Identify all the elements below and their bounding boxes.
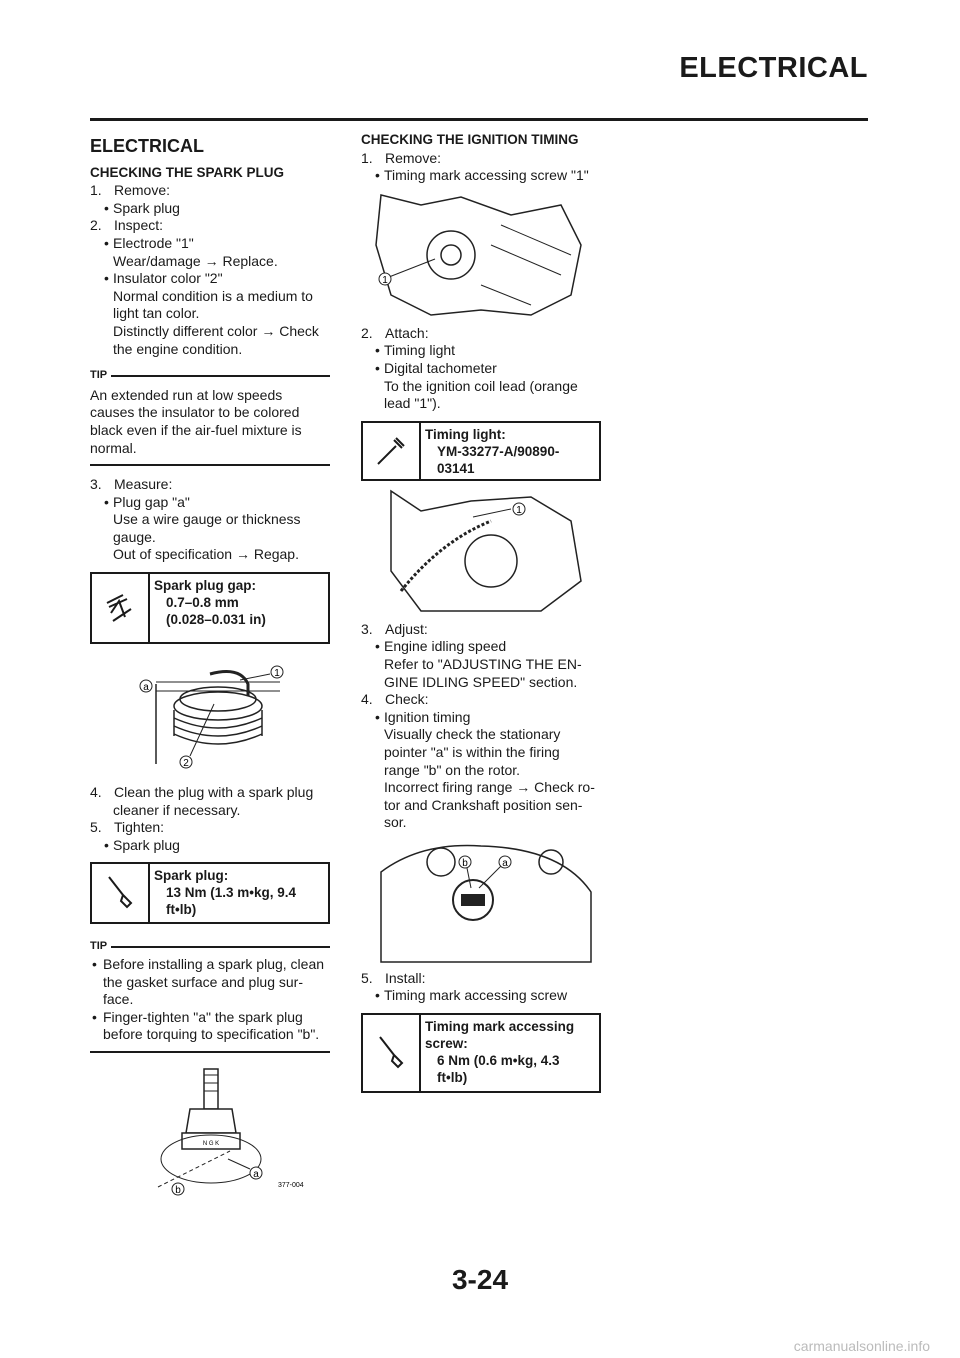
- timing-note: Visually check the stationary: [384, 726, 561, 743]
- tip-text: causes the insulator to be colored: [90, 404, 300, 421]
- timing-note: sor.: [384, 814, 407, 831]
- spec-title: Timing light:: [425, 426, 506, 442]
- tip-text: normal.: [90, 439, 137, 456]
- spec-box-timing-light: [361, 421, 601, 481]
- step-remove: 1. Remove:: [90, 182, 171, 199]
- ignition-coil-lead-figure: [361, 481, 601, 621]
- step-check: 4. Check:: [361, 691, 429, 708]
- bullet-plug-gap: • Plug gap "a": [90, 494, 330, 512]
- bullet-timing-screw: • Timing mark accessing screw "1": [361, 167, 601, 185]
- insulator-note: Normal condition is a medium to: [113, 287, 313, 304]
- fig-callout-a: a: [253, 1169, 259, 1180]
- special-tool-icon: [363, 423, 421, 479]
- spec-title: Spark plug gap:: [154, 578, 257, 594]
- spec-box-spark-plug-gap: [90, 572, 330, 644]
- spark-plug-gap-figure: [90, 644, 330, 784]
- tip-bullet: • Finger-tighten "a" the spark plug before torquing to specification "b".: [90, 1009, 330, 1044]
- timing-note: range "b" on the rotor.: [384, 761, 521, 778]
- insulator-note: the engine condition.: [113, 340, 243, 357]
- step-tighten: 5. Tighten:: [90, 819, 165, 836]
- fig-callout-1: 1: [274, 668, 280, 680]
- insulator-note: light tan color.: [113, 305, 200, 322]
- step-adjust: 3. Adjust:: [361, 620, 428, 637]
- spec-box-spark-plug-torque: [90, 862, 330, 924]
- idling-note: Refer to "ADJUSTING THE EN-: [384, 655, 582, 672]
- plug-gap-note: gauge.: [113, 528, 156, 545]
- section-title: ELECTRICAL: [90, 136, 204, 156]
- spec-value: ft•lb): [166, 902, 197, 918]
- bullet-spark-plug: • Spark plug: [90, 200, 330, 218]
- spark-plug-heading: CHECKING THE SPARK PLUG: [90, 164, 285, 180]
- spec-value: 03141: [437, 460, 475, 476]
- svg-text:N G K: N G K: [202, 1141, 220, 1147]
- spec-value: ft•lb): [437, 1070, 468, 1086]
- fig-callout-b: b: [175, 1185, 181, 1196]
- plug-gap-note: Out of specification → Regap.: [113, 546, 299, 563]
- watermark: carmanualsonline.info: [793, 1338, 930, 1354]
- fig-callout-1: 1: [382, 274, 388, 286]
- fig-callout-1: 1: [516, 504, 522, 516]
- spec-title: Spark plug:: [154, 868, 229, 884]
- tachometer-note: lead "1").: [384, 395, 441, 412]
- plug-gap-note: Use a wire gauge or thickness: [113, 511, 301, 528]
- timing-screw-figure: [361, 185, 601, 325]
- tip-label: TIP: [90, 940, 108, 953]
- step-install: 5. Install:: [361, 969, 426, 986]
- spec-value: 13 Nm (1.3 m•kg, 9.4: [166, 885, 297, 901]
- step-inspect: 2. Inspect:: [90, 217, 164, 234]
- timing-note: pointer "a" is within the firing: [384, 743, 560, 760]
- tachometer-note: To the ignition coil lead (orange: [384, 377, 578, 394]
- tip-label: TIP: [90, 369, 108, 382]
- spec-value: 6 Nm (0.6 m•kg, 4.3: [437, 1053, 560, 1069]
- page-number: 3-24: [451, 1264, 509, 1295]
- fig-callout-a: a: [502, 857, 508, 869]
- bullet-digital-tachometer: • Digital tachometer: [361, 360, 601, 378]
- step-remove: 1. Remove:: [361, 149, 442, 166]
- tip-box: [90, 938, 330, 1053]
- tip-box: [90, 367, 330, 466]
- spec-title: Timing mark accessing: [425, 1019, 575, 1035]
- left-column: [90, 135, 330, 1203]
- bullet-idling-speed: • Engine idling speed: [361, 638, 601, 656]
- torque-wrench-icon: [363, 1015, 421, 1091]
- step-attach: 2. Attach:: [361, 324, 429, 341]
- tip-text: black even if the air-fuel mixture is: [90, 421, 302, 438]
- bullet-electrode: • Electrode "1": [90, 235, 330, 253]
- right-column: [361, 131, 601, 1093]
- spec-value: (0.028–0.031 in): [166, 612, 266, 628]
- bullet-timing-screw: • Timing mark accessing screw: [361, 987, 601, 1005]
- step-clean: 4. Clean the plug with a spark plug: [90, 784, 314, 801]
- idling-note: GINE IDLING SPEED" section.: [384, 673, 578, 690]
- spec-box-timing-screw-torque: [361, 1013, 601, 1093]
- torque-wrench-icon: [92, 864, 150, 922]
- spec-value: 0.7–0.8 mm: [166, 595, 239, 611]
- fig-callout-b: b: [462, 857, 468, 869]
- bullet-insulator-color: • Insulator color "2": [90, 270, 330, 288]
- fig-code: 377-004: [278, 1182, 304, 1189]
- bullet-ignition-timing: • Ignition timing: [361, 709, 601, 727]
- bullet-spark-plug: • Spark plug: [90, 837, 330, 855]
- spec-title: screw:: [425, 1036, 468, 1052]
- tip-text: An extended run at low speeds: [90, 386, 283, 403]
- fig-callout-a: a: [143, 682, 149, 694]
- timing-note: tor and Crankshaft position sen-: [384, 796, 583, 813]
- insulator-note: Distinctly different color → Check: [113, 322, 319, 339]
- page-header-title: ELECTRICAL: [679, 52, 868, 84]
- timing-mark-figure: [361, 832, 601, 970]
- timing-note: Incorrect firing range → Check ro-: [384, 779, 595, 796]
- feeler-gauge-icon: [92, 574, 150, 642]
- spark-plug-torque-figure: [90, 1063, 330, 1203]
- fig-callout-2: 2: [183, 758, 189, 770]
- electrode-note: Wear/damage → Replace.: [113, 252, 278, 269]
- ignition-timing-heading: CHECKING THE IGNITION TIMING: [361, 132, 579, 147]
- spec-value: YM-33277-A/90890-: [437, 443, 560, 459]
- header-rule: [90, 118, 868, 121]
- step-measure: 3. Measure:: [90, 476, 173, 493]
- tip-bullet: • Before installing a spark plug, clean the gasket surface and plug sur- face.: [90, 956, 330, 1009]
- bullet-timing-light: • Timing light: [361, 342, 601, 360]
- step-clean-cont: cleaner if necessary.: [113, 801, 241, 818]
